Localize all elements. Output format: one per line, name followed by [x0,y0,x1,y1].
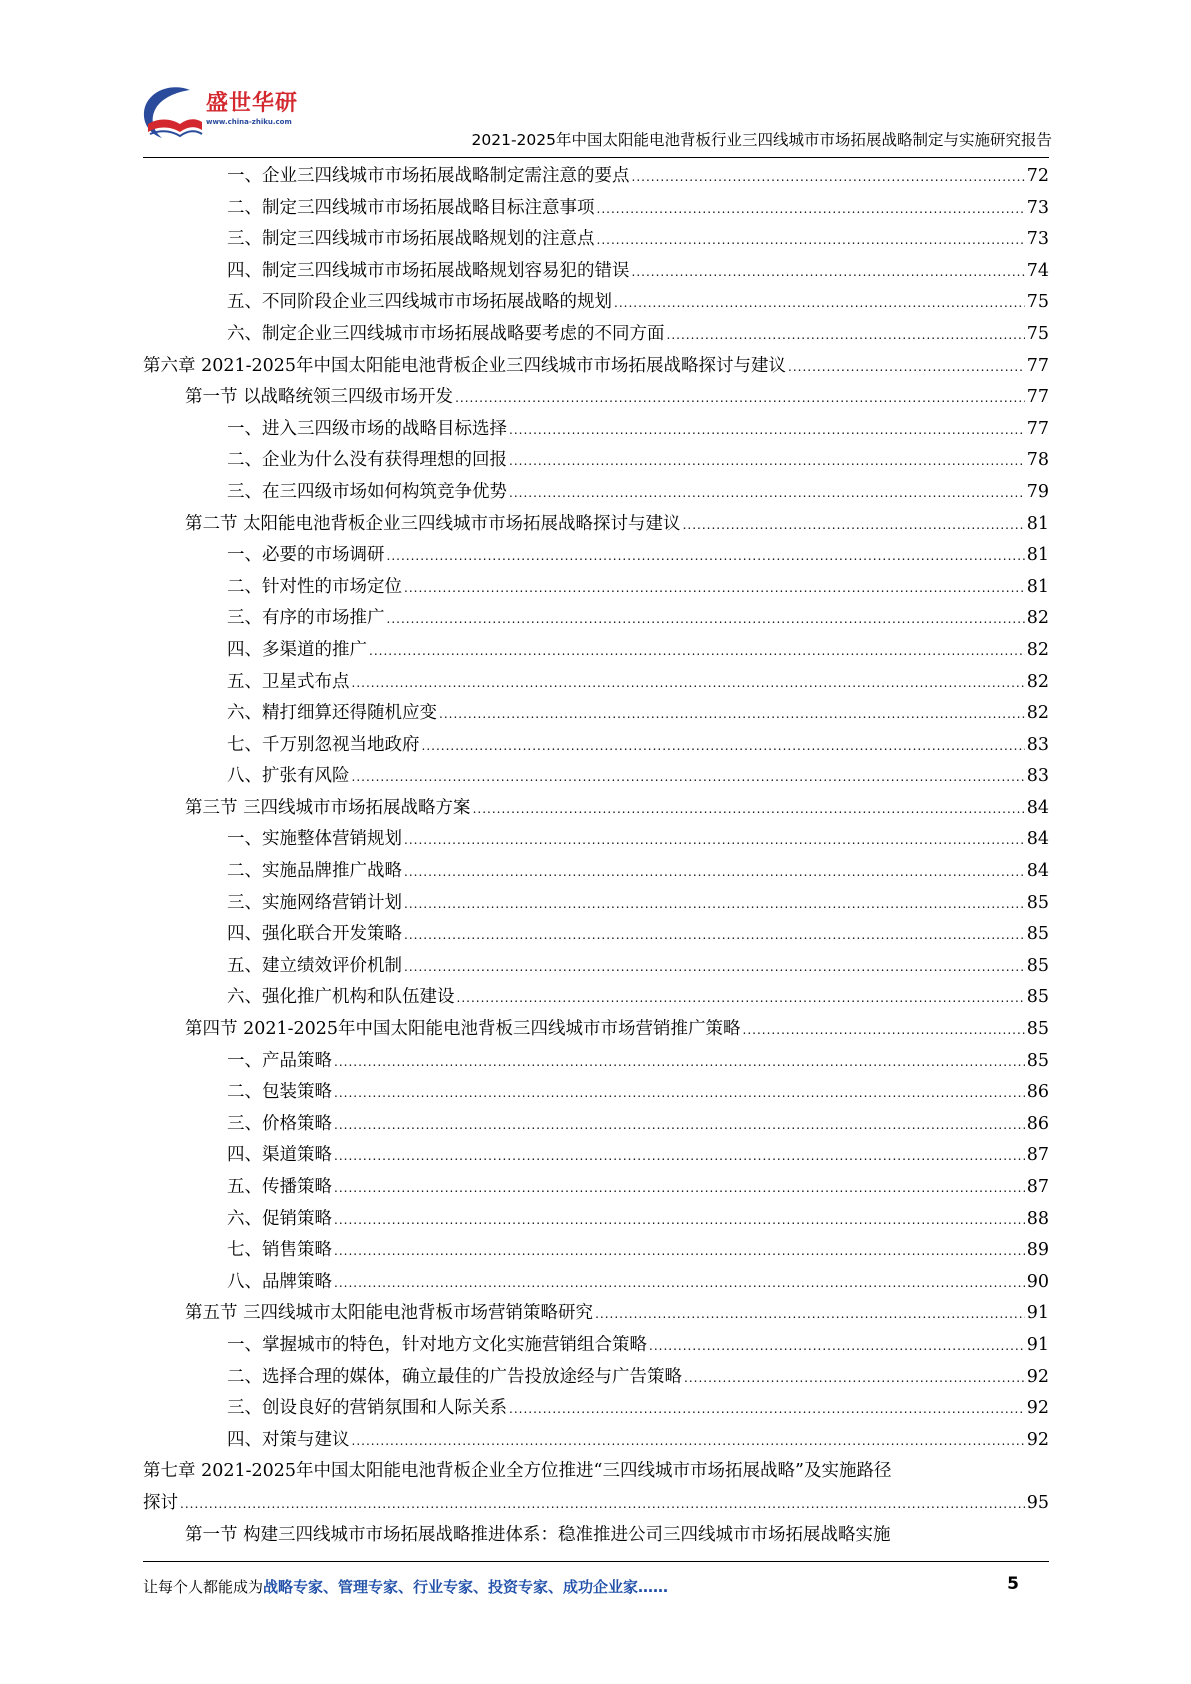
toc-entry[interactable] [143,856,1049,888]
toc-entry-title: 三、价格策略 [227,1113,332,1134]
toc-entry-page: 79 [1026,481,1049,502]
toc-leader-dots [667,320,1025,352]
toc-leader-dots [404,573,1025,605]
toc-entry-page: 92 [1026,1429,1049,1450]
toc-entry-page: 85 [1026,892,1049,913]
page-footer [143,1576,1049,1606]
toc-leader-dots [334,1141,1025,1173]
toc-entry[interactable] [143,1520,1049,1552]
toc-entry-page: 91 [1026,1334,1049,1355]
toc-entry[interactable] [143,477,1049,509]
toc-leader-dots [683,510,1025,542]
toc-entry-title: 第六章 2021-2025年中国太阳能电池背板企业三四线城市市场拓展战略探讨与建议 [143,355,787,376]
toc-entry-page: 85 [1026,924,1049,945]
toc-leader-dots [334,1173,1025,1205]
toc-entry-page: 87 [1026,1177,1049,1197]
toc-entry-title: 第七章 2021-2025年中国太阳能电池背板企业全方位推进“三四线城市市场拓展战略”及实施路径 [143,1461,892,1482]
toc-entry[interactable] [143,730,1049,762]
toc-entry-title: 六、制定企业三四线城市市场拓展战略要考虑的不同方面 [227,323,665,344]
toc-entry-page: 89 [1026,1240,1049,1261]
toc-entry-title: 一、产品策略 [227,1050,332,1071]
toc-entry[interactable] [143,1425,1049,1457]
toc-entry-page: 77 [1026,355,1049,376]
toc-entry[interactable] [143,951,1049,983]
toc-entry-page: 92 [1026,1398,1049,1419]
toc-entry-page: 84 [1026,829,1049,850]
toc-entry-page: 84 [1026,797,1049,818]
toc-entry-title: 三、创设良好的营销氛围和人际关系 [227,1398,507,1419]
toc-entry-title: 六、强化推广机构和队伍建设 [227,987,455,1008]
toc-entry-page: 75 [1026,292,1049,313]
toc-entry-page: 73 [1026,197,1049,218]
toc-entry-page: 86 [1026,1082,1049,1103]
toc-entry[interactable] [143,445,1049,477]
toc-leader-dots [369,636,1025,668]
toc-entry[interactable] [143,1362,1049,1394]
toc-leader-dots [180,1489,1025,1521]
report-title: 2021-2025年中国太阳能电池背板行业三四线城市市场拓展战略制定与实施研究报告 [471,131,1052,149]
toc-entry-page: 82 [1026,671,1049,692]
toc-entry-title: 第一节 以战略统领三四级市场开发 [185,387,454,408]
toc-leader-dots [352,762,1025,794]
toc-leader-dots [597,194,1025,226]
toc-entry-title: 探讨 [143,1492,178,1513]
toc-entry-title: 第二节 太阳能电池背板企业三四线城市市场拓展战略探讨与建议 [185,513,681,534]
page-header [140,84,1052,154]
toc-entry-title: 五、建立绩效评价机制 [227,955,402,976]
toc-leader-dots [595,1299,1025,1331]
footer-divider [143,1561,1049,1562]
toc-entry[interactable] [143,414,1049,446]
toc-entry-page: 88 [1026,1208,1049,1229]
toc-entry-page: 83 [1026,766,1049,787]
toc-entry-page: 85 [1026,1050,1049,1071]
toc-entry[interactable] [143,919,1049,951]
toc-leader-dots [334,1205,1025,1237]
toc-entry[interactable] [143,1109,1049,1141]
toc-entry[interactable] [143,761,1049,793]
toc-entry-page: 87 [1026,1145,1049,1166]
toc-entry-page: 82 [1026,703,1049,724]
toc-entry-title: 三、制定三四线城市市场拓展战略规划的注意点 [227,229,595,250]
toc-entry-title: 一、掌握城市的特色，针对地方文化实施营销组合策略 [227,1334,647,1355]
toc-entry[interactable] [143,256,1049,288]
header-divider [143,157,1049,158]
toc-leader-dots [387,604,1025,636]
toc-entry[interactable] [143,224,1049,256]
toc-entry-title: 二、企业为什么没有获得理想的回报 [227,450,507,471]
toc-entry[interactable] [143,509,1049,541]
toc-leader-dots [387,541,1025,573]
toc-entry-page: 81 [1026,545,1049,566]
logo-url: www.china-zhiku.com [206,118,292,126]
toc-entry-title: 第四节 2021-2025年中国太阳能电池背板三四线城市市场营销推广策略 [185,1019,741,1040]
toc-entry[interactable] [143,1267,1049,1299]
toc-entry-title: 五、传播策略 [227,1177,332,1197]
toc-entry-title: 八、品牌策略 [227,1271,332,1292]
toc-entry-page: 86 [1026,1113,1049,1134]
toc-leader-dots [404,920,1025,952]
toc-entry-page: 95 [1026,1492,1049,1513]
toc-leader-dots [457,983,1025,1015]
toc-entry-title: 一、企业三四线城市市场拓展战略制定需注意的要点 [227,166,630,186]
toc-leader-dots [352,668,1025,700]
toc-entry[interactable] [143,793,1049,825]
toc-leader-dots [632,162,1025,194]
toc-entry-page: 73 [1026,229,1049,250]
toc-entry[interactable] [143,635,1049,667]
toc-entry-page: 85 [1026,955,1049,976]
toc-entry-title: 三、实施网络营销计划 [227,892,402,913]
toc-entry-page: 78 [1026,450,1049,471]
toc-leader-dots [352,1426,1025,1458]
toc-entry-title: 第三节 三四线城市市场拓展战略方案 [185,797,471,818]
toc-leader-dots [684,1363,1025,1395]
toc-entry-page: 77 [1026,418,1049,439]
toc-entry-title: 四、强化联合开发策略 [227,924,402,945]
toc-entry[interactable] [143,1298,1049,1330]
toc-entry-page: 81 [1026,513,1049,534]
logo-emblem-icon [140,84,204,144]
toc-leader-dots [509,415,1025,447]
toc-leader-dots [404,889,1025,921]
toc-entry-title: 二、选择合理的媒体，确立最佳的广告投放途经与广告策略 [227,1366,682,1387]
toc-entry-title: 二、实施品牌推广战略 [227,861,402,882]
toc-entry-title: 三、在三四级市场如何构筑竞争优势 [227,481,507,502]
toc-entry-title: 七、千万别忽视当地政府 [227,734,420,755]
toc-leader-dots [334,1078,1025,1110]
toc-entry-title: 一、实施整体营销规划 [227,829,402,850]
toc-entry[interactable] [143,193,1049,225]
toc-leader-dots [404,952,1025,984]
toc-entry-title: 第一节 构建三四线城市市场拓展战略推进体系：稳准推进公司三四线城市市场拓展战略实施 [185,1524,891,1545]
toc-leader-dots [509,446,1025,478]
toc-entry[interactable] [143,161,1049,193]
footer-slogan-highlight: 战略专家、管理专家、行业专家、投资专家、成功企业家…… [263,1578,669,1596]
toc-entry[interactable] [143,1330,1049,1362]
toc-entry-page: 84 [1026,861,1049,882]
toc-entry-title: 四、对策与建议 [227,1429,350,1450]
toc-entry[interactable] [143,1046,1049,1078]
toc-entry[interactable] [143,351,1049,383]
toc-leader-dots [509,1394,1025,1426]
toc-entry[interactable] [143,698,1049,730]
toc-entry-title: 二、包装策略 [227,1082,332,1103]
toc-entry-title: 四、制定三四线城市市场拓展战略规划容易犯的错误 [227,260,630,281]
toc-entry-title: 七、销售策略 [227,1240,332,1261]
toc-entry[interactable] [143,1014,1049,1046]
toc-leader-dots [334,1110,1025,1142]
toc-entry-page: 82 [1026,608,1049,629]
toc-entry[interactable] [143,1172,1049,1204]
toc-entry-title: 八、扩张有风险 [227,766,350,787]
toc-entry[interactable] [143,1393,1049,1425]
toc-entry-page: 82 [1026,639,1049,660]
toc-entry[interactable] [143,603,1049,635]
toc-leader-dots [422,731,1025,763]
company-logo [140,84,320,150]
toc-entry[interactable] [143,667,1049,699]
toc-entry[interactable] [143,540,1049,572]
toc-entry-title: 第五节 三四线城市太阳能电池背板市场营销策略研究 [185,1303,594,1324]
toc-leader-dots [509,478,1025,510]
toc-entry-page: 75 [1026,323,1049,344]
table-of-contents [143,161,1049,1551]
page-number: 5 [1007,1574,1019,1594]
toc-leader-dots [334,1236,1025,1268]
toc-entry[interactable] [143,1235,1049,1267]
logo-name: 盛世华研 [206,91,299,116]
toc-entry[interactable] [143,1140,1049,1172]
toc-leader-dots [632,257,1025,289]
toc-leader-dots [649,1331,1025,1363]
toc-entry[interactable] [143,382,1049,414]
toc-entry[interactable] [143,572,1049,604]
toc-entry-title: 四、多渠道的推广 [227,639,367,660]
toc-entry-title: 五、不同阶段企业三四线城市市场拓展战略的规划 [227,292,612,313]
toc-entry[interactable] [143,824,1049,856]
toc-entry-page: 81 [1026,576,1049,597]
toc-entry-page: 85 [1026,987,1049,1008]
toc-entry[interactable] [143,287,1049,319]
toc-entry[interactable] [143,1204,1049,1236]
toc-entry[interactable] [143,1488,1049,1520]
toc-entry-title: 四、渠道策略 [227,1145,332,1166]
toc-entry-title: 二、制定三四线城市市场拓展战略目标注意事项 [227,197,595,218]
toc-leader-dots [334,1047,1025,1079]
toc-leader-dots [439,699,1025,731]
footer-slogan-prefix: 让每个人都能成为 [143,1578,264,1596]
toc-leader-dots [614,288,1025,320]
toc-leader-dots [404,857,1025,889]
toc-entry-title: 六、精打细算还得随机应变 [227,703,437,724]
toc-entry[interactable] [143,982,1049,1014]
toc-entry-title: 一、必要的市场调研 [227,545,385,566]
toc-entry[interactable] [143,319,1049,351]
toc-entry[interactable] [143,1077,1049,1109]
toc-entry-page: 77 [1026,387,1049,408]
toc-entry-title: 三、有序的市场推广 [227,608,385,629]
toc-entry-page: 72 [1026,166,1049,186]
toc-entry-title: 六、促销策略 [227,1208,332,1229]
toc-entry-page: 90 [1026,1271,1049,1292]
toc-entry-page: 85 [1026,1019,1049,1040]
toc-entry-page: 74 [1026,260,1049,281]
toc-leader-dots [788,352,1025,384]
toc-leader-dots [597,225,1025,257]
toc-entry-title: 二、针对性的市场定位 [227,576,402,597]
toc-leader-dots [743,1015,1025,1047]
toc-leader-dots [404,825,1025,857]
toc-leader-dots [334,1268,1025,1300]
toc-entry-title: 一、进入三四级市场的战略目标选择 [227,418,507,439]
toc-leader-dots [455,383,1025,415]
toc-entry-page: 83 [1026,734,1049,755]
toc-entry[interactable] [143,1456,1049,1488]
toc-entry-page: 91 [1026,1303,1049,1324]
toc-entry-title: 五、卫星式布点 [227,671,350,692]
toc-leader-dots [473,794,1025,826]
toc-entry-page: 92 [1026,1366,1049,1387]
toc-entry[interactable] [143,888,1049,920]
